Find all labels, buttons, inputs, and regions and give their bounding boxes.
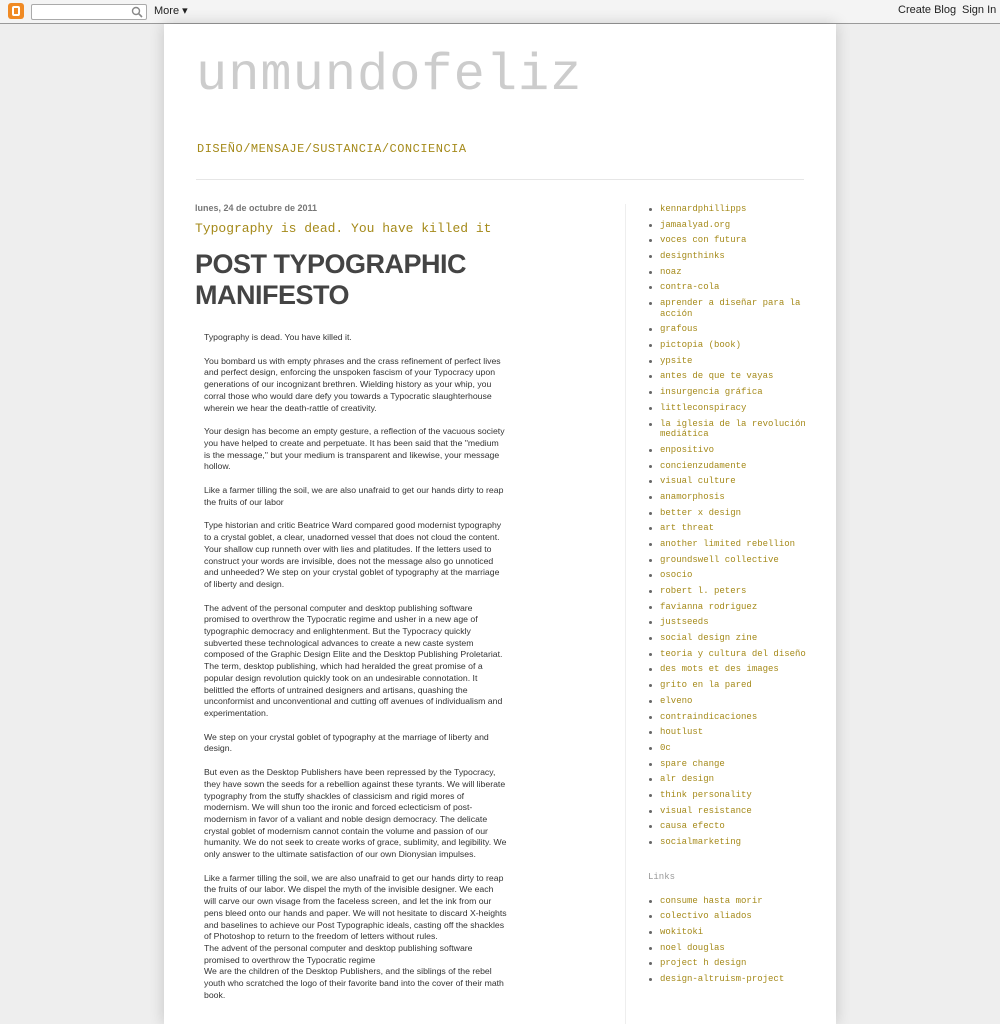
post-line: Typography is dead. You have killed it. [204,332,352,342]
sidebar-link-item[interactable]: favianna rodriguez [644,602,824,613]
post-paragraph [204,603,532,720]
links-section-title: Links [648,871,676,882]
post-line: Type historian and critic Beatrice Ward compared good modernist typography [204,520,502,531]
sidebar-link-item[interactable]: robert l. peters [644,586,824,597]
post-line: Like a farmer tilling the soil, we are also unafraid to get our hands dirty to reap [204,485,504,496]
post-line: to a crystal goblet, a clear, unadorned vessel that does not cloud the content. [204,532,500,543]
post-line: and baselines to achieve our Post Typographic ideals, casting off the shackles [204,919,505,930]
create-blog-link[interactable]: Create Blog [898,4,957,16]
sidebar-link-item[interactable]: justseeds [644,617,824,628]
sidebar-link-item[interactable]: better x design [644,508,824,519]
sidebar-link-item[interactable]: antes de que te vayas [644,371,824,382]
sidebar-link-item[interactable]: grito en la pared [644,680,824,691]
post-line: pens bleed onto our hands and paper. We will not hesitate to discard X-heights [204,907,507,918]
sidebar-link-item[interactable]: contraindicaciones [644,712,824,723]
more-menu[interactable] [154,4,188,17]
sidebar-link-item[interactable]: voces con futura [644,235,824,246]
sign-in-link[interactable]: Sign In [962,4,997,16]
sidebar-link-item[interactable]: jamaalyad.org [644,220,824,231]
post-line: subverted these technological advances to create a new caste system [204,637,474,648]
sidebar-link-item[interactable]: littleconspiracy [644,403,824,414]
sidebar-link-item[interactable]: anamorphosis [644,492,824,503]
sidebar-link-item[interactable]: houtlust [644,727,824,738]
sidebar-link-item[interactable]: 0c [644,743,824,754]
post-paragraph [204,732,532,755]
post-line: design. [204,743,233,754]
post-line: Your design has become an empty gesture, a reflection of the vacuous society [204,426,505,437]
post-line: is the message," but your medium is transparent and likewise, your message [204,449,500,460]
post-line: corral those who would dare defy you towards a Typocratic slaughterhouse [204,390,492,401]
post-line: the fruits of our labor [204,496,284,507]
post-paragraph [204,426,532,473]
sidebar-link-item[interactable]: art threat [644,523,824,534]
post-line: popular design revolution quickly took on an undesirable connotation. It [204,672,478,683]
sidebar-link-item[interactable]: grafous [644,324,824,335]
post-line: and perfect design, enforcing the unspoken fascism of your Typocracy upon [204,367,496,378]
post-line: modernism. We will shun too the ironic and forced eclecticism of post- [204,802,473,813]
post-paragraph [204,332,532,344]
post-line: wherein we hear the death-rattle of creativity. [204,402,377,413]
post-line: You bombard us with empty phrases and the crass refinement of perfect lives [204,355,501,366]
post-line: will carve our own visage from the faceless screen, and let the ink from our [204,896,492,907]
sidebar-link-item[interactable]: visual culture [644,476,824,487]
blog-main [164,24,836,1024]
sidebar-link-item[interactable]: another limited rebellion [644,539,824,550]
sidebar-link-item[interactable]: wokitoki [644,927,824,938]
post-line: We step on your crystal goblet of typography at the marriage of liberty and [204,731,489,742]
post-paragraph [204,356,532,415]
post-line: of Photoshop to return to the freedom of letters without rules. [204,931,438,942]
sidebar-link-item[interactable]: osocio [644,570,824,581]
post-paragraph [204,767,532,861]
post-line: of liberty and design. [204,578,285,589]
sidebar-link-item[interactable]: aprender a diseñar para la acción [644,298,824,319]
manifesto-heading: POST TYPOGRAPHIC MANIFESTO [195,249,467,310]
post-line: the fruits of our labor. We dispel the myth of the invisible designer. We each [204,884,494,895]
sidebar-link-item[interactable]: groundswell collective [644,555,824,566]
post-line: typographic democracy and enlightenment. But the Typocracy quickly [204,626,471,637]
post-line: Like a farmer tilling the soil, we are also unafraid to get our hands dirty to reap [204,872,504,883]
sidebar-link-item[interactable]: noaz [644,267,824,278]
sidebar-link-item[interactable]: des mots et des images [644,664,824,675]
sidebar-link-item[interactable]: elveno [644,696,824,707]
blog-title[interactable]: unmundofeliz [196,46,583,105]
post-line: you have helped to create and perpetuate. It has been said that the "medium [204,437,499,448]
post-paragraph [204,485,532,508]
links-list [644,896,824,985]
post-line: generations of our incognizant brethren. Wielding history as your whip, you [204,379,492,390]
sidebar-link-item[interactable]: contra-cola [644,282,824,293]
sidebar-link-item[interactable]: think personality [644,790,824,801]
header-divider [196,179,804,180]
sidebar-link-item[interactable]: visual resistance [644,806,824,817]
blog-description: DISEÑO/MENSAJE/SUSTANCIA/CONCIENCIA [197,142,467,156]
sidebar-link-item[interactable]: colectivo aliados [644,911,824,922]
post-line: The advent of the personal computer and desktop publishing software [204,942,473,953]
sidebar-link-item[interactable]: enpositivo [644,445,824,456]
post-line: unconformist and unconventional and cutting off avenues of individualism and [204,696,503,707]
blogger-logo-icon[interactable] [8,3,24,19]
post-title-link[interactable]: Typography is dead. You have killed it [195,221,492,236]
sidebar-link-item[interactable]: alr design [644,774,824,785]
post-line: they have sown the seeds for a rebellion against these tyrants. We will liberate [204,778,506,789]
sidebar-link-item[interactable]: noel douglas [644,943,824,954]
sidebar-link-item[interactable]: teoria y cultura del diseño [644,649,824,660]
post-line: belittled the efforts of untrained designers and artisans, quashing the [204,684,468,695]
post-paragraph [204,873,532,1002]
post-line: crystal goblet of modernism cannot contain the volume and passion of our [204,825,488,836]
more-label: More [154,5,180,17]
post-line: construct your words are invisible, does not the message also go unnoticed [204,555,494,566]
post-line: The advent of the personal computer and desktop publishing software [204,602,473,613]
post-line: promised to overthrow the Typocratic regime and usher in a new age of [204,614,478,625]
post-line: We are the children of the Desktop Publishers, and the siblings of the rebel [204,966,492,977]
post-line: composed of the Graphic Design Elite and the Desktop Publishing Proletariat. [204,649,503,660]
post-line: But even as the Desktop Publishers have been repressed by the Typocracy, [204,767,496,778]
blog-list [644,204,824,848]
post-line: promised to overthrow the Typocratic regime [204,954,376,965]
sidebar-link-item[interactable]: concienzudamente [644,461,824,472]
sidebar-divider [625,204,626,1024]
sidebar-link-item[interactable]: project h design [644,958,824,969]
post-line: The term, desktop publishing, which had heralded the great promise of a [204,661,483,672]
sidebar [644,204,824,990]
post-body [204,332,532,1013]
caret-down-icon: ▾ [182,5,188,17]
post-line: Your shallow cup runneth over with lies and platitudes. If the letters used to [204,543,492,554]
search-icon[interactable] [131,6,143,18]
post-date: lunes, 24 de octubre de 2011 [195,203,318,213]
sidebar-link-item[interactable]: socialmarketing [644,837,824,848]
post-line: modernism in favor of a valiant and noble design democracy. The delicate [204,813,488,824]
sidebar-link-item[interactable]: pictopia (book) [644,340,824,351]
sidebar-link-item[interactable]: designthinks [644,251,824,262]
post-line: experimentation. [204,707,269,718]
blogger-navbar [0,0,1000,24]
post-line: humanity. We do not seek to create works of grace, sublimity, and legibility. We [204,837,507,848]
sidebar-link-item[interactable]: kennardphillipps [644,204,824,215]
sidebar-link-item[interactable]: ypsite [644,356,824,367]
sidebar-link-item[interactable]: design-altruism-project [644,974,824,985]
post-line: hollow. [204,461,231,472]
post-line: youth who scratched the logo of their favorite band into the cover of their math [204,978,504,989]
sidebar-link-item[interactable]: causa efecto [644,821,824,832]
sidebar-link-item[interactable]: social design zine [644,633,824,644]
sidebar-link-item[interactable]: spare change [644,759,824,770]
sidebar-link-item[interactable]: insurgencia gráfica [644,387,824,398]
search-input[interactable] [31,4,147,20]
post-line: book. [204,989,226,1000]
post-line: typography from the stuffy shackles of classicism and rigid mores of [204,790,465,801]
sidebar-link-item[interactable]: la iglesia de la revolución mediática [644,419,824,440]
post-line: and unheeded? We step on your crystal goblet of typography at the marriage [204,567,500,578]
post-paragraph [204,520,532,590]
post-line: only answer to the ultimate satisfaction of our own Dionysian impulses. [204,849,476,860]
sidebar-link-item[interactable]: consume hasta morir [644,896,824,907]
